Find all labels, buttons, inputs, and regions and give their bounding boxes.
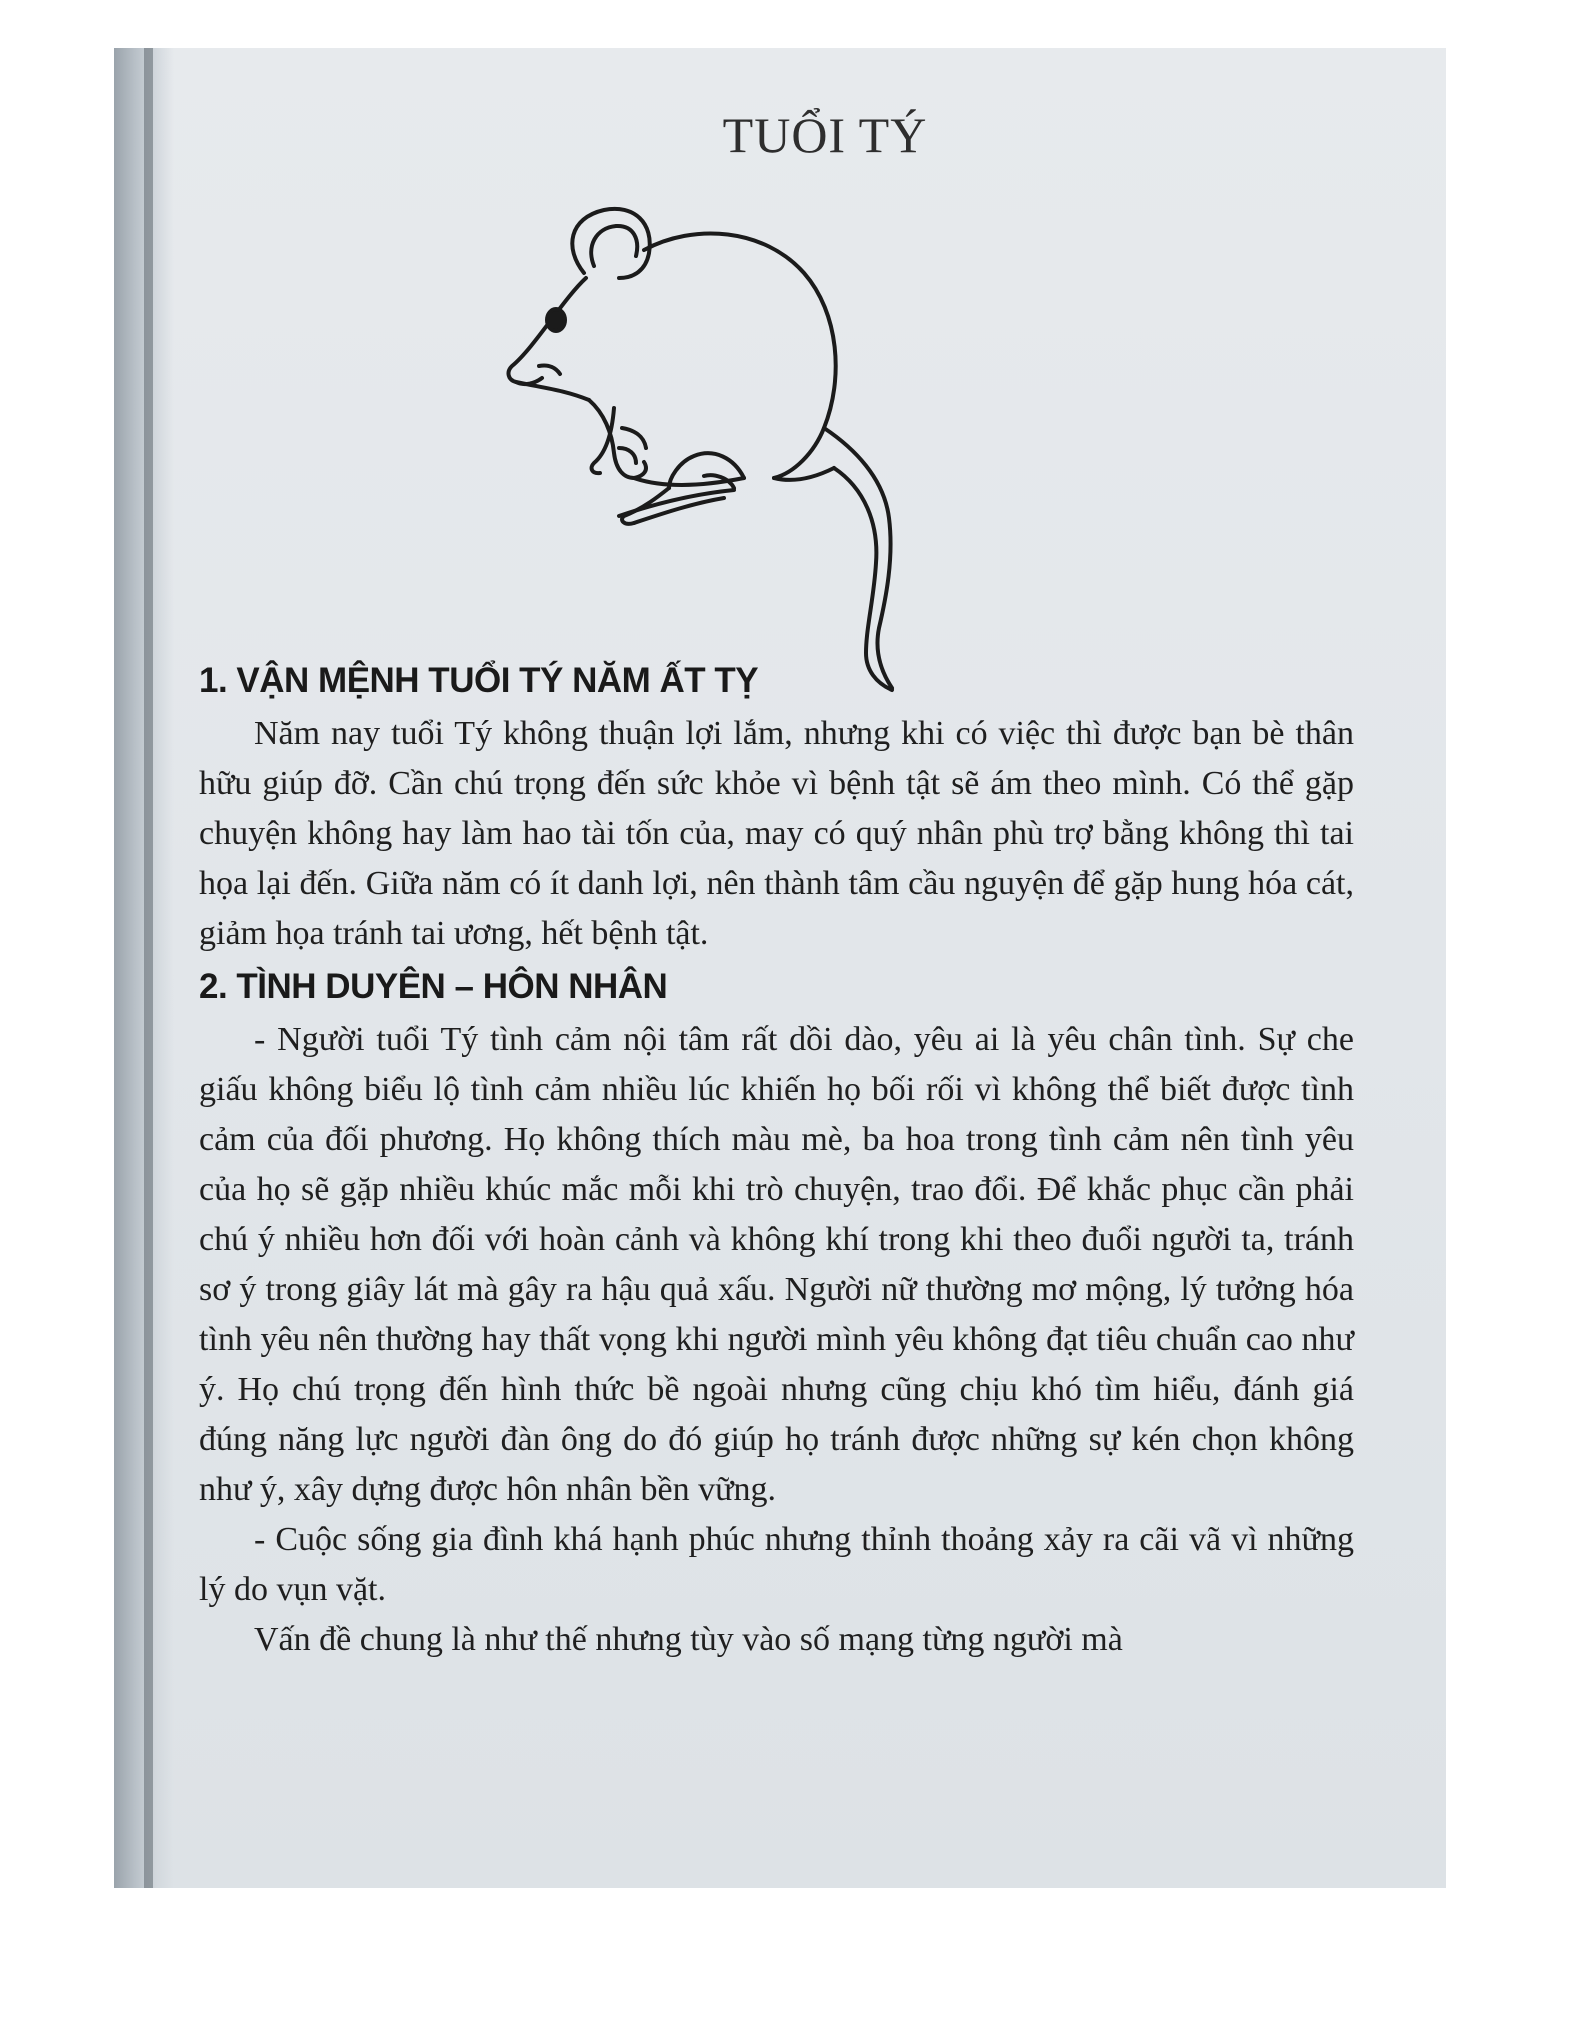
paragraph: - Người tuổi Tý tình cảm nội tâm rất dồi dào, yêu ai là yêu chân tình. Sự che giấu không biểu lộ tình cảm nhiều lúc khiến họ bối rối vì không thể biết được tình cảm của đối phương. Họ không thích màu mè, ba hoa trong tình cảm nên tình yêu của họ sẽ gặp nhiều khúc mắc mỗi khi trò chuyện, trao đổi. Để khắc phục cần phải chú ý nhiều hơn đối với hoàn cảnh và không khí trong khi theo đuổi người ta, tránh sơ ý trong giây lát mà gây ra hậu quả xấu. Người nữ thường mơ mộng, lý tưởng hóa tình yêu nên thường hay thất vọng khi người mình yêu không đạt tiêu chuẩn cao như ý. Họ chú trọng đến hình thức bề ngoài nhưng cũng chịu khó tìm hiểu, đánh giá đúng năng lực người đàn ông do đó giúp họ tránh được những sự kén chọn không như ý, xây dựng được hôn nhân bền vững. [199, 1021, 1354, 1508]
paragraph: - Cuộc sống gia đình khá hạnh phúc nhưng thỉnh thoảng xảy ra cãi vã vì những lý do vụn vặt. [199, 1521, 1354, 1608]
section-heading-van-menh: 1. VẬN MỆNH TUỔI TÝ NĂM ẤT TỴ [199, 661, 759, 700]
paragraph: Năm nay tuổi Tý không thuận lợi lắm, nhưng khi có việc thì được bạn bè thân hữu giúp đỡ. Cần chú trọng đến sức khỏe vì bệnh tật sẽ ám theo mình. Có thể gặp chuyện không hay làm hao tài tốn của, may có quý nhân phù trợ bằng không thì tai họa lại đến. Giữa năm có ít danh lợi, nên thành tâm cầu nguyện để gặp hung hóa cát, giảm họa tránh tai ương, hết bệnh tật. [199, 715, 1354, 952]
body-text [199, 653, 1354, 1665]
book-page [114, 48, 1446, 1888]
section-heading-tinh-duyen: 2. TÌNH DUYÊN – HÔN NHÂN [199, 967, 668, 1006]
mouse-illustration-icon [494, 178, 914, 698]
book-spine-edge [144, 48, 153, 1888]
page-title: TUỔI TÝ [722, 107, 928, 163]
paragraph: Vấn đề chung là như thế nhưng tùy vào số mạng từng người mà [254, 1621, 1123, 1658]
